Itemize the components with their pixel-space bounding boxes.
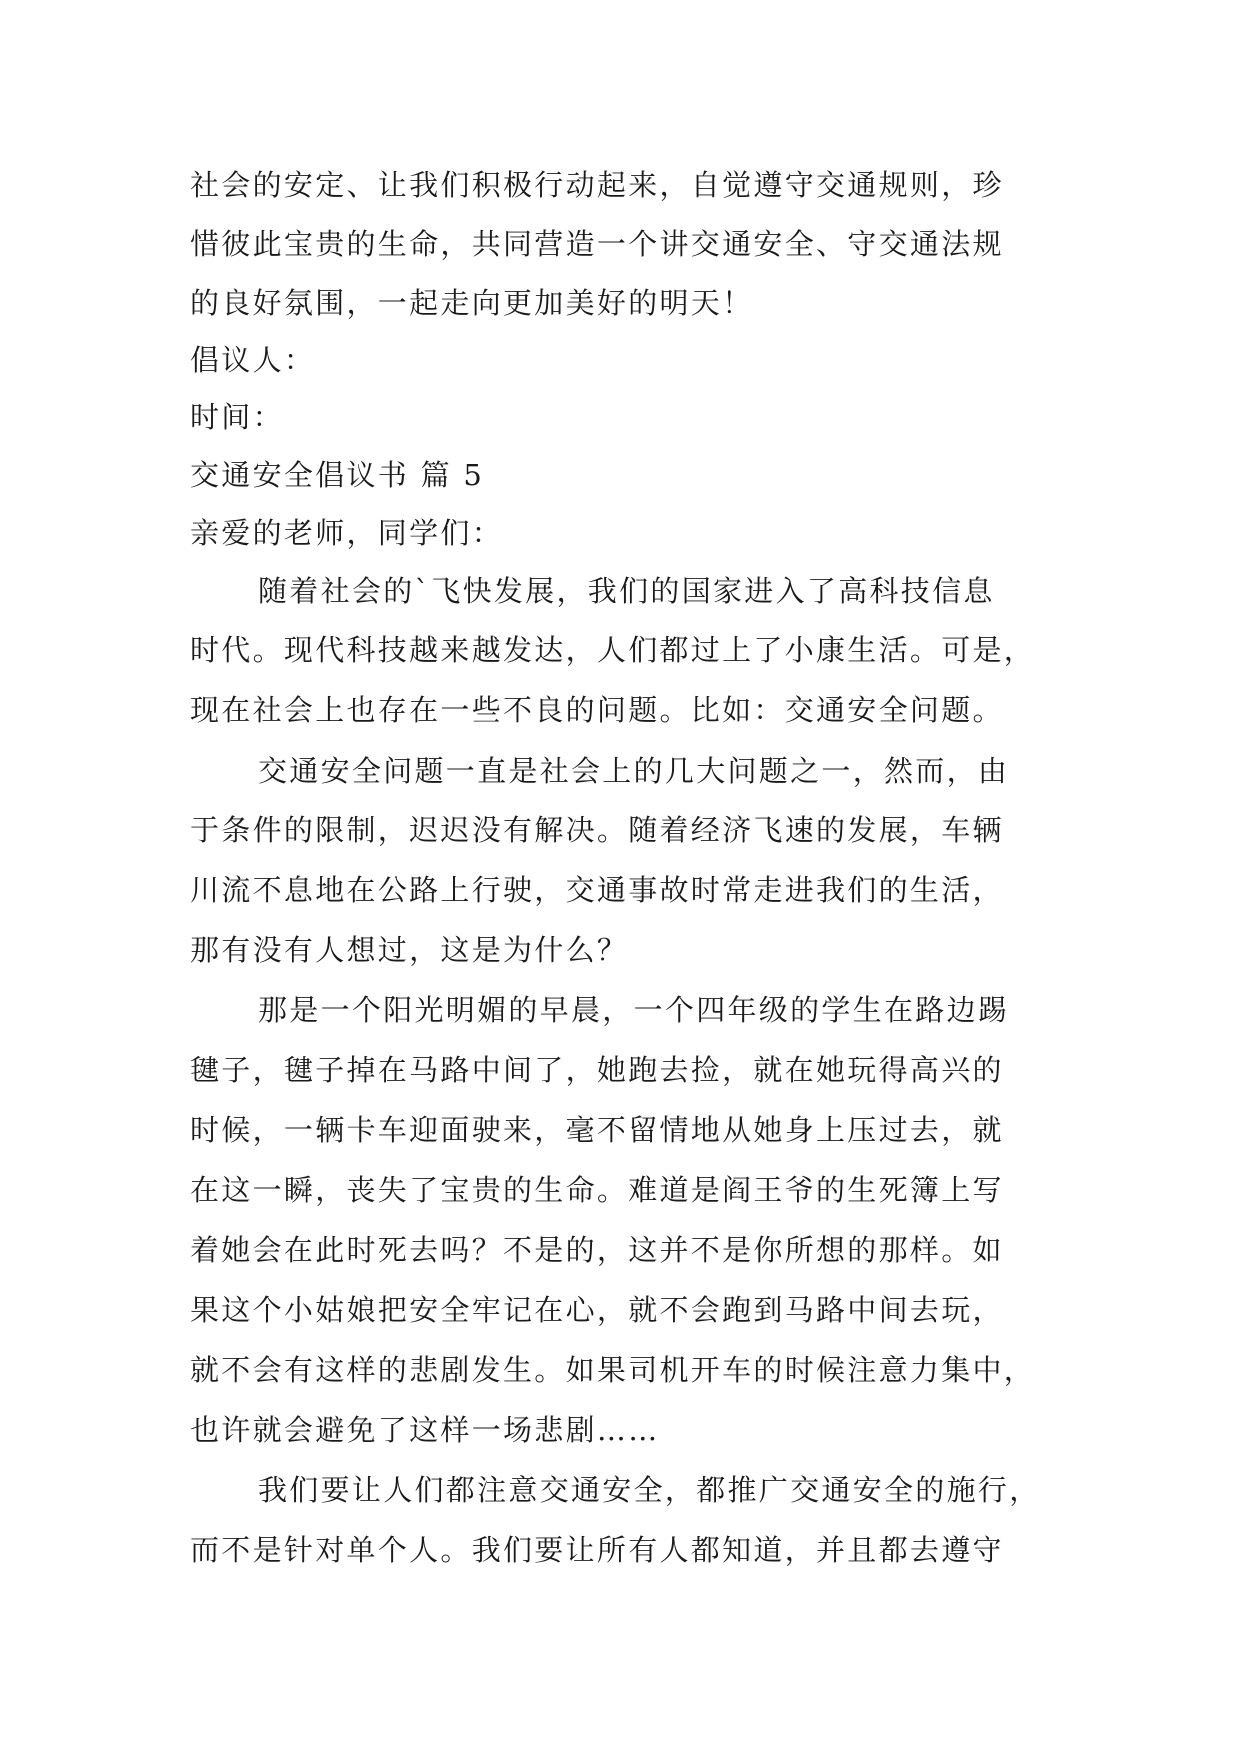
text-line: 果这个小姑娘把安全牢记在心，就不会跑到马路中间去玩， — [190, 1293, 1004, 1327]
text-line: 现在社会上也存在一些不良的问题。比如：交通安全问题。 — [190, 693, 1004, 727]
text-line: 的良好氛围，一起走向更加美好的明天！ — [190, 286, 754, 320]
text-line: 着她会在此时死去吗？不是的，这并不是你所想的那样。如 — [190, 1233, 1004, 1267]
signatory-label: 倡议人： — [190, 343, 316, 377]
salutation: 亲爱的老师，同学们： — [190, 516, 504, 550]
date-label: 时间： — [190, 400, 284, 434]
paragraph-start: 交通安全问题一直是社会上的几大问题之一，然而，由 — [258, 754, 1010, 788]
text-line: 那有没有人想过，这是为什么？ — [190, 933, 629, 967]
section-title: 交通安全倡议书 篇 5 — [190, 458, 485, 492]
text-line: 而不是针对单个人。我们要让所有人都知道，并且都去遵守 — [190, 1533, 1004, 1567]
text-line: 社会的安定、让我们积极行动起来，自觉遵守交通规则，珍 — [190, 168, 1004, 202]
text-line: 惜彼此宝贵的生命，共同营造一个讲交通安全、守交通法规 — [190, 227, 1004, 261]
paragraph-start: 我们要让人们都注意交通安全，都推广交通安全的施行， — [258, 1473, 1041, 1507]
text-line: 时代。现代科技越来越发达，人们都过上了小康生活。可是， — [190, 633, 1036, 667]
text-line: 就不会有这样的悲剧发生。如果司机开车的时候注意力集中， — [190, 1353, 1036, 1387]
text-line: 也许就会避免了这样一场悲剧…… — [190, 1413, 660, 1447]
text-line: 川流不息地在公路上行驶，交通事故时常走进我们的生活， — [190, 873, 1004, 907]
text-line: 在这一瞬，丧失了宝贵的生命。难道是阎王爷的生死簿上写 — [190, 1173, 1004, 1207]
text-line: 于条件的限制，迟迟没有解决。随着经济飞速的发展，车辆 — [190, 813, 1004, 847]
paragraph-start: 那是一个阳光明媚的早晨，一个四年级的学生在路边踢 — [258, 993, 1010, 1027]
text-line: 毽子，毽子掉在马路中间了，她跑去捡，就在她玩得高兴的 — [190, 1053, 1004, 1087]
paragraph-start: 随着社会的`飞快发展，我们的国家进入了高科技信息 — [258, 574, 995, 608]
text-line: 时候，一辆卡车迎面驶来，毫不留情地从她身上压过去，就 — [190, 1113, 1004, 1147]
